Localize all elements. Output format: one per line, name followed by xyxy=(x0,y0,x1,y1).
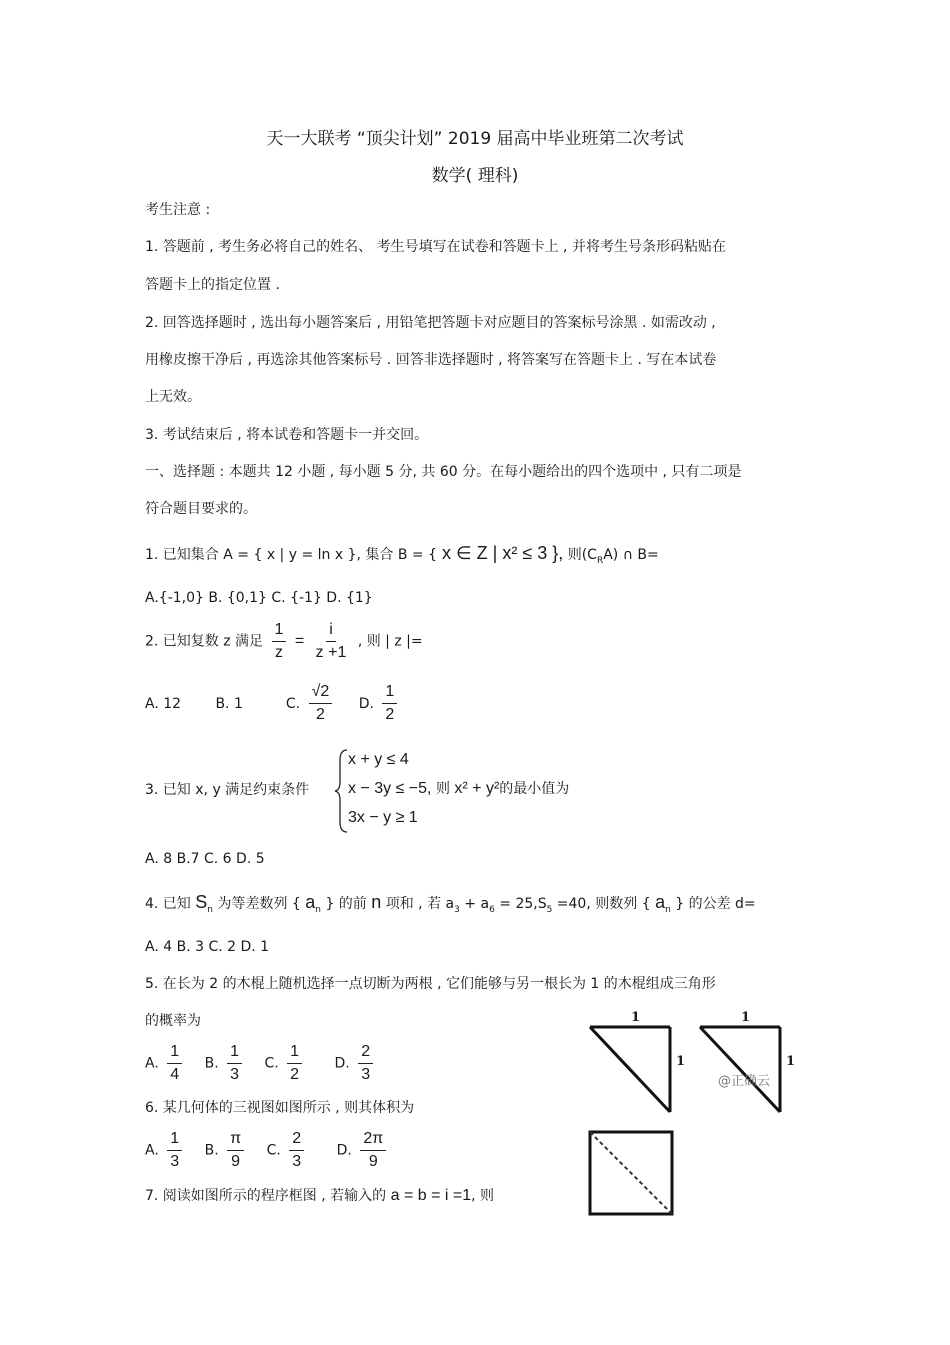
q2-option-c-fraction: $\frac{√2}{2}$ xyxy=(309,683,333,724)
q2-prefix: 2. 已知复数 z 满足 xyxy=(145,633,264,650)
q4-text-c: } 的前 xyxy=(325,896,367,912)
q2-option-b: B. 1 xyxy=(215,695,243,712)
q4-text-f: = 25,S xyxy=(494,896,547,912)
figure-label-top-2: 1 xyxy=(741,1010,751,1025)
q5-option-b-fraction: $\frac{1}{3}$ xyxy=(227,1043,242,1084)
q2-fraction-2: $\frac{i}{z +1}$ xyxy=(315,621,347,661)
q5-option-c-label: C. xyxy=(264,1055,279,1072)
q4-text-b: 为等差数列 { xyxy=(217,896,301,912)
q6-option-c-label: C. xyxy=(266,1142,281,1159)
q2-option-a: A. 12 xyxy=(145,695,182,712)
q5-option-c-fraction: $\frac{1}{2}$ xyxy=(287,1043,302,1084)
q5-line2: 的概率为 xyxy=(145,1013,201,1029)
q3-expression: x² + y² xyxy=(454,780,500,797)
q2-options xyxy=(145,683,401,724)
q2-option-c-label: C. xyxy=(285,695,301,712)
notice-item3: 3. 考试结束后 , 将本试卷和答题卡一并交回。 xyxy=(145,427,429,443)
q4-text-a: 4. 已知 xyxy=(145,896,191,912)
q3-mid: 则 xyxy=(431,781,450,797)
q4-sn-sub: n xyxy=(207,904,213,915)
q6-option-d-label: D. xyxy=(336,1142,352,1159)
q2-option-d-label: D. xyxy=(358,695,374,712)
front-view-triangle xyxy=(590,1027,670,1112)
q4-an-sub: n xyxy=(315,904,321,915)
section1-line1: 一、选择题 : 本题共 12 小题 , 每小题 5 分, 共 60 分。在每小题给出的四个选项中 , 只有二项是 xyxy=(145,464,742,480)
q4-sub-5: 5 xyxy=(546,904,553,915)
q4-an-sub-2: n xyxy=(665,904,671,915)
q4-text-e: + a xyxy=(459,896,490,912)
section1-line2: 符合题目要求的。 xyxy=(145,501,257,517)
notice-heading: 考生注意 : xyxy=(145,202,211,218)
q7-stem xyxy=(145,1187,494,1205)
q4-an: a xyxy=(305,892,316,912)
top-view-square xyxy=(590,1132,672,1214)
q4-text-h: } 的公差 d= xyxy=(675,896,756,912)
notice-item2-line3: 上无效。 xyxy=(145,389,201,405)
q4-text-g: =40, 则数列 { xyxy=(552,896,651,912)
q6-option-b-label: B. xyxy=(204,1142,219,1159)
exam-title: 天一大联考 “顶尖计划” 2019 届高中毕业班第二次考试 xyxy=(266,129,684,149)
notice-item1-line2: 答题卡上的指定位置 . xyxy=(145,277,280,293)
q6-option-c-fraction: $\frac{2}{3}$ xyxy=(289,1130,304,1171)
q1-suffix: 则(C xyxy=(567,547,597,563)
notice-item2-line1: 2. 回答选择题时 , 选出每小题答案后 , 用铅笔把答题卡对应题目的答案标号涂黑 . 如需改动 , xyxy=(145,315,716,331)
q4-n: n xyxy=(371,892,382,912)
q5-options xyxy=(145,1043,377,1084)
q3-constraint-1: x + y ≤ 4 xyxy=(348,751,409,768)
q2-stem xyxy=(145,621,423,662)
q4-sn: S xyxy=(195,892,208,912)
q5-line1: 5. 在长为 2 的木棍上随机选择一点切断为两根 , 它们能够与另一根长为 1 的木棍组成三角形 xyxy=(145,976,716,992)
q2-fraction-1: $\frac{1}{z}$ xyxy=(272,621,287,662)
q4-text-d: 项和 , 若 a xyxy=(385,896,455,912)
three-view-figure xyxy=(560,1000,810,1230)
q6-options xyxy=(145,1130,390,1171)
q2-equals: = xyxy=(294,632,305,650)
exam-subtitle: 数学( 理科) xyxy=(431,166,519,186)
notice-item1-line1: 1. 答题前 , 考生务必将自己的姓名、 考生号填写在试卷和答题卡上 , 并将考生号条形码粘贴在 xyxy=(145,239,726,255)
q5-option-d-label: D. xyxy=(334,1055,350,1072)
q6-option-b-fraction: $\frac{\pi}{9}$ xyxy=(227,1130,244,1171)
q5-option-a-fraction: $\frac{1}{4}$ xyxy=(167,1043,182,1084)
q4-an-2: a xyxy=(655,892,666,912)
q6-option-a-fraction: $\frac{1}{3}$ xyxy=(167,1130,182,1171)
q1-sub-r: R xyxy=(596,555,604,566)
q1-stem xyxy=(145,544,659,570)
q6-option-a-label: A. xyxy=(145,1142,159,1159)
notice-item2-line2: 用橡皮擦干净后 , 再选涂其他答案标号 . 回答非选择题时 , 将答案写在答题卡上 . 写在本试卷 xyxy=(145,352,717,368)
q6-line: 6. 某几何体的三视图如图所示 , 则其体积为 xyxy=(145,1100,415,1116)
q3-constraint-2: x − 3y ≤ −5, xyxy=(348,780,432,797)
figure-label-side-2: 1 xyxy=(786,1054,796,1069)
q6-option-d-fraction: $\frac{2\pi}{9}$ xyxy=(360,1130,386,1171)
q2-suffix: , 则 | z |= xyxy=(357,633,423,650)
q3-suffix: 的最小值为 xyxy=(499,781,570,797)
q1-prefix: 1. 已知集合 A = { x | y = ln x }, 集合 B = { xyxy=(145,547,437,563)
q4-sub-3: 3 xyxy=(454,904,460,915)
q3-prefix: 3. 已知 x, y 满足约束条件 xyxy=(145,782,310,798)
q3-options: A. 8 B.7 C. 6 D. 5 xyxy=(145,851,265,867)
q3-constraint-3: 3x − y ≥ 1 xyxy=(348,809,418,826)
q7-prefix: 7. 阅读如图所示的程序框图 , 若输入的 xyxy=(145,1188,387,1204)
q1-set-b: x ∈ Z | x² ≤ 3 }, xyxy=(437,543,564,563)
q4-stem xyxy=(145,893,756,919)
q7-expression: a = b = i =1 xyxy=(386,1187,472,1204)
watermark-text: @正确云 xyxy=(718,1074,771,1089)
q5-option-d-fraction: $\frac{2}{3}$ xyxy=(358,1043,373,1084)
figure-label-side-1: 1 xyxy=(676,1054,686,1069)
q4-sub-6: 6 xyxy=(489,904,495,915)
q3-constraint-2-row xyxy=(348,775,569,803)
q1-options: A.{-1,0} B. {0,1} C. {-1} D. {1} xyxy=(145,590,373,606)
q4-options: A. 4 B. 3 C. 2 D. 1 xyxy=(145,939,270,955)
q7-suffix: , 则 xyxy=(471,1188,495,1204)
q5-option-b-label: B. xyxy=(204,1055,219,1072)
q1-tail: A) ∩ B= xyxy=(603,547,659,563)
q5-option-a-label: A. xyxy=(145,1055,159,1072)
figure-label-top-1: 1 xyxy=(631,1010,641,1025)
q2-option-d-fraction: $\frac{1}{2}$ xyxy=(382,683,397,724)
